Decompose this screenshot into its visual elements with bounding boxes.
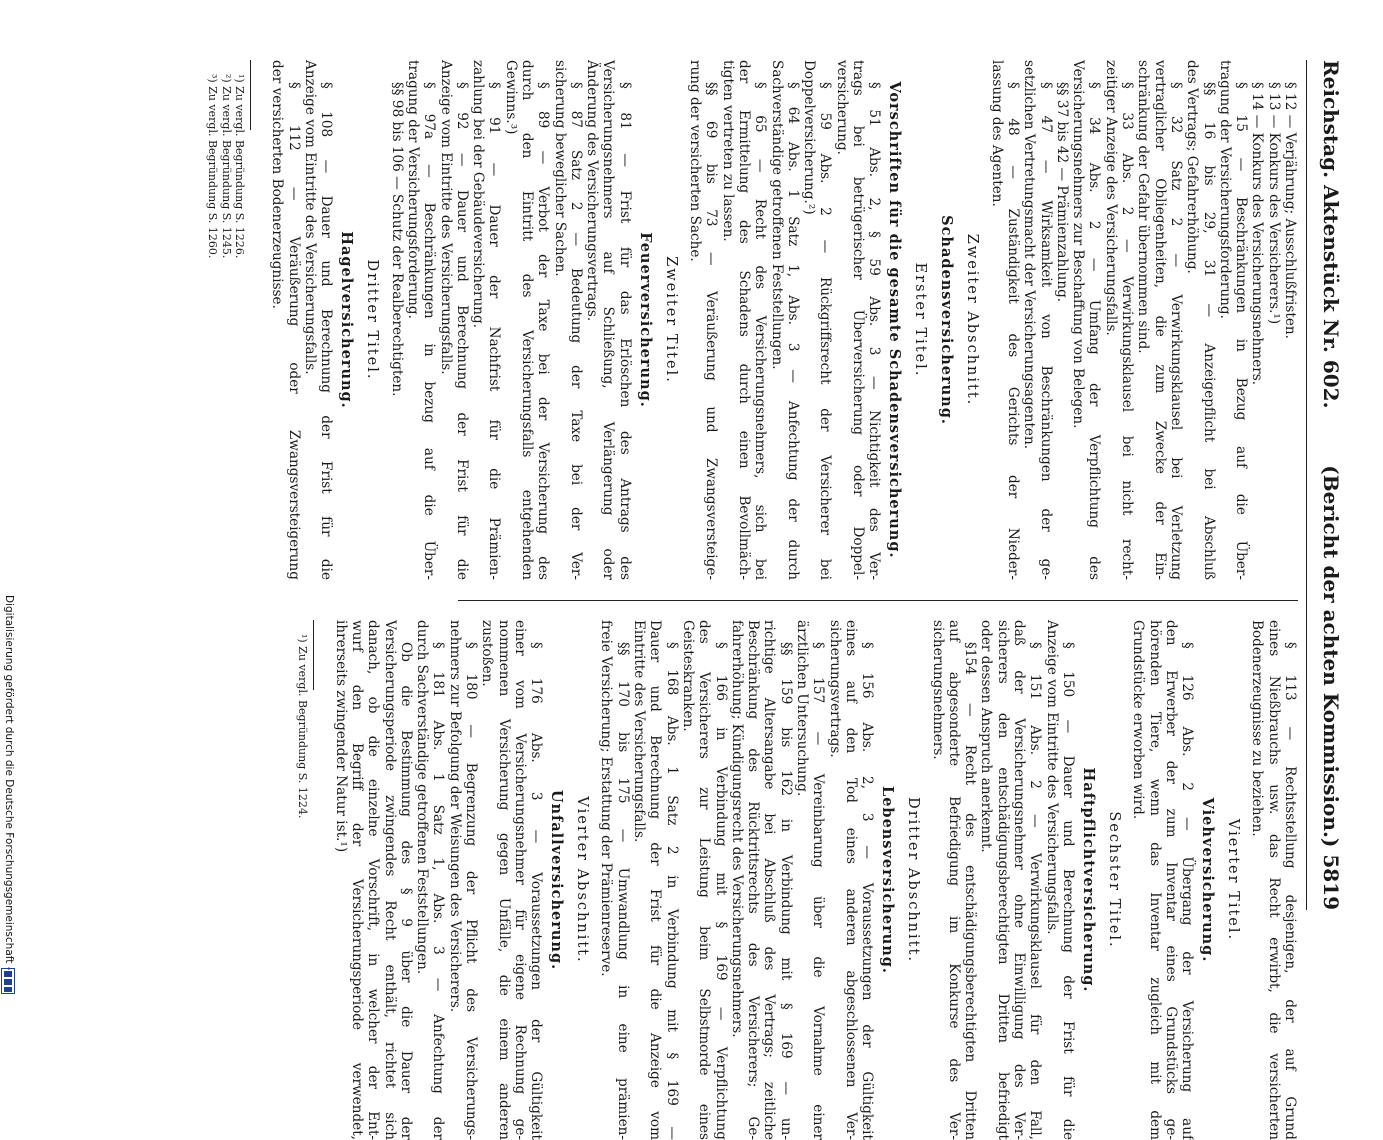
text-line: § 157 — Vereinbarung über die Vornahme einer	[810, 642, 827, 1140]
text-line: § 108 — Dauer und Berechnung der Frist für die	[318, 82, 335, 580]
section-heading: Zweiter Abschnitt.	[964, 233, 981, 407]
paragraph-group	[332, 620, 544, 1140]
text-line: setzlichen Vertretungsmacht der Versicherungsagenten.	[1021, 60, 1038, 450]
text-line: § 15 — Beschränkungen in Bezug auf die Über-	[1233, 82, 1250, 580]
text-line: nehmers zur Befolgung der Weisungen des Versicherers.	[446, 620, 463, 1013]
footnote: ³) Zu vergl. Begründung S. 1260.	[206, 74, 220, 259]
text-line: Bodenerzeugnisse zu beziehen.	[1249, 620, 1266, 837]
title-heading: Zweiter Titel.	[662, 256, 679, 384]
header-rule	[1306, 60, 1307, 910]
text-line: § 51 Abs. 2, § 59 Abs. 3 — Nichtigkeit des Ver-	[866, 82, 883, 580]
footnote: ²) Zu vergl. Begründung S. 1245.	[219, 74, 233, 259]
paragraph-group	[1249, 620, 1298, 1140]
text-line: tigten vertreten zu lassen.	[719, 60, 736, 242]
text-line: Doppelversicherung.²)	[801, 60, 818, 215]
text-line: §154 — Recht des entschädigungsberechtigten Dritten	[962, 642, 979, 1140]
dfg-logo-icon	[1, 968, 15, 994]
left-column	[206, 60, 1298, 580]
title-subheading: Hagelversicherung.	[338, 231, 356, 409]
footnotes	[206, 60, 247, 580]
footnote-rule	[250, 60, 251, 130]
text-line: rung der versicherten Sache.	[687, 60, 704, 262]
text-line: Anzeige vom Eintritte des Versicherungsfalls.	[1043, 620, 1060, 935]
text-line: Grundstücke erworben wird.	[1130, 620, 1147, 820]
title-subheading: Haftpflichtversicherung.	[1079, 767, 1097, 993]
text-line: § 166 in Verbindung mit § 169 — Verpflichtung	[712, 642, 729, 1140]
text-line: Versicherungsperiode zwingendes Recht enthält, richtet sich	[381, 620, 398, 1140]
text-line: Änderung des Versicherungsvertrags.	[584, 60, 601, 322]
text-line: § 181 Abs. 1 Satz 1, Abs. 3 — Anfechtung der	[430, 642, 447, 1140]
text-line: Dauer und Berechnung der Frist für die Anzeige vom	[647, 620, 664, 1140]
text-line: ihrerseits zwingender Natur ist.¹)	[332, 620, 349, 853]
text-line: § 89 — Verbot der Taxe bei der Versicherung des	[535, 82, 552, 580]
text-line: ärztlichen Untersuchung.	[794, 620, 811, 797]
text-line: Beschränkung des Rücktrittsrechts des Versicherers; Ge-	[745, 620, 762, 1140]
text-line: § 47 — Wirksamkeit von Beschränkungen der ge-	[1037, 82, 1054, 580]
footnote: ¹) Zu vergl. Begründung S. 1226.	[233, 74, 247, 259]
text-line: § 176 Abs. 3 — Voraussetzungen der Gültigkeit	[528, 642, 545, 1140]
text-line: freie Versicherung; Erstattung der Prämienreserve.	[598, 620, 615, 977]
text-line: danach, ob die einzelne Vorschrift, in welcher der Ent-	[365, 620, 382, 1140]
text-line: § 48 — Zuständigkeit des Gerichts der Nieder-	[1004, 82, 1021, 580]
text-line: § 59 Abs. 2 — Rückgriffsrecht der Versicherer bei	[817, 82, 834, 580]
text-line: § 32 Satz 2 — Verwirkungsklausel bei Verletzung	[1167, 82, 1184, 580]
footnote-rule	[313, 620, 314, 690]
text-line: sicherungsvertrags.	[826, 620, 843, 758]
text-line: Versicherungsnehmers zur Beschaffung von Belegen.	[1070, 60, 1087, 429]
text-line: zeitiger Anzeige des Versicherungsfalls.	[1102, 60, 1119, 336]
text-line: tragung der Versicherungsforderung.	[404, 60, 421, 319]
text-line: § 126 Abs. 2 — Übergang der Versicherung auf	[1179, 642, 1196, 1140]
text-line: lassung des Agenten.	[988, 60, 1005, 207]
text-line: eines Nießbrauchs usw. das Recht erwirbt, die versicherten	[1265, 620, 1282, 1140]
text-line: fahrerhöhung; Kündigungsrecht des Versicherungsnehmers.	[728, 620, 745, 1038]
paragraph-group	[269, 60, 334, 580]
text-line: §§ 69 bis 73 — Veräußerung und Zwangsversteige-	[703, 82, 720, 580]
credit-text: Digitalisierung gefördert durch die Deutsche Forschungsgemeinschaft -	[3, 595, 15, 971]
text-line: § 92 — Dauer und Berechnung der Frist für die	[453, 82, 470, 580]
text-line: wurf den Begriff der Versicherungsperiode verwendet,	[348, 620, 365, 1140]
text-line: Sachverständige getroffenen Feststellungen.	[768, 60, 785, 370]
text-line: den Erwerber der zum Inventar eines Grundstücks ge-	[1162, 620, 1179, 1140]
column-divider	[458, 600, 1298, 601]
text-line: durch Sachverständige getroffenen Feststellungen.	[414, 620, 431, 975]
text-line: versicherung.	[833, 60, 850, 155]
paragraph-group	[929, 620, 1076, 1140]
text-line: auf abgesonderte Befriedigung im Konkurse des Ver-	[945, 620, 962, 1140]
text-line: richtige Altersangabe bei Abschluß des Vertrags; zeitliche	[761, 620, 778, 1140]
text-line: tragung der Versicherungsforderung.	[1216, 60, 1233, 319]
text-line: § 65 — Recht des Versicherungsnehmers, sich bei	[752, 82, 769, 580]
text-line: schränkung der Gefahr übernommen sind.	[1135, 60, 1152, 354]
text-line: § 168 Abs. 1 Satz 2 in Verbindung mit § 169 —	[663, 642, 680, 1140]
text-line: trags bei betrügerischer Überversicherung oder Doppel-	[850, 60, 867, 580]
text-line: oder dessen Anspruch anerkennt.	[978, 620, 995, 853]
text-line: § 64 Abs. 1 Satz 1, Abs. 3 — Anfechtung der durch	[784, 82, 801, 580]
text-line: § 180 — Begrenzung der Pflicht des Versicherungs-	[463, 642, 480, 1140]
text-line: vertraglicher Obliegenheiten, die zum Zwecke der Ein-	[1151, 60, 1168, 580]
text-line: einer vom Versicherungsnehmer für eigene Rechnung ge-	[511, 620, 528, 1140]
text-line: des Vertrags; Gefahrerhöhung.	[1184, 60, 1201, 274]
text-line: § 81 — Frist für das Erlöschen des Antrags des	[616, 82, 633, 580]
title-heading: Dritter Titel.	[364, 259, 381, 381]
text-line: Ob die Bestimmung des § 9 über die Dauer der	[397, 642, 414, 1140]
text-line: Geisteskranken.	[679, 620, 696, 732]
text-line: durch den Eintritt des Versicherungsfalls entgehenden	[519, 60, 536, 580]
text-line: zahlung bei der Gebäudeversicherung.	[470, 60, 487, 329]
footnotes	[296, 620, 310, 1140]
text-line: §§ 159 bis 162 in Verbindung mit § 169 — un-	[777, 642, 794, 1140]
text-line: § 33 Abs. 2 — Verwirkungsklausel bei nicht recht-	[1119, 82, 1136, 580]
digitization-credit	[0, 595, 18, 1000]
text-line: daß der Versicherungsnehmer ohne Einwilligung des Ver-	[1011, 620, 1028, 1140]
header-left: Reichstag. Aktenstück Nr. 602.	[1319, 60, 1343, 409]
text-line: § 97a — Beschränkungen in bezug auf die Über-	[421, 82, 438, 580]
text-columns	[206, 60, 1298, 1140]
text-line: sicherers den entschädigungsberechtigten Dritten befriedigt	[994, 620, 1011, 1140]
text-line: zustoßen.	[479, 620, 496, 687]
paragraph-group	[687, 60, 883, 580]
section-heading: Vierter Abschnitt.	[574, 796, 591, 964]
text-line: Anzeige vom Eintritte des Versicherungsfalls.	[302, 60, 319, 375]
section-subheading: Unfallversicherung.	[548, 789, 566, 971]
paragraph-group	[1130, 620, 1195, 1140]
title-subheading: Vorschriften für die gesamte Schadensversicherung.	[886, 81, 904, 559]
text-line: § 156 Abs. 2, 3 — Voraussetzungen der Gültigkeit	[859, 642, 876, 1140]
footnote: ¹) Zu vergl. Begründung S. 1224.	[296, 634, 310, 819]
text-line: § 151 Abs. 2 — Verwirkungsklausel für den Fall,	[1027, 642, 1044, 1140]
right-column	[296, 620, 1298, 1140]
text-line: §§ 98 bis 106 — Schutz der Realberechtigten.	[388, 82, 405, 397]
text-line: §§ 16 bis 29, 31 — Anzeigepflicht bei Abschluß	[1200, 82, 1217, 580]
text-line: sicherungsnehmers.	[929, 620, 946, 760]
text-line: § 113 — Rechtsstellung desjenigen, der auf Grund	[1282, 642, 1298, 1140]
text-line: des Versicherers zur Leistung beim Selbstmorde eines	[696, 620, 713, 1140]
section-heading: Dritter Abschnitt.	[905, 797, 922, 963]
text-line: § 112 — Veräußerung oder Zwangsversteigerung	[285, 82, 302, 580]
text-line: § 14 — Konkurs des Versicherungsnehmers.	[1249, 82, 1266, 386]
text-line: § 91 — Dauer der Nachfrist für die Prämien-	[486, 82, 503, 580]
text-line: Anzeige vom Eintritte des Versicherungsfalls.	[437, 60, 454, 375]
text-line: §§ 37 bis 42 — Prämienzahlung.	[1053, 82, 1070, 303]
text-line: der Ermittelung des Schadens durch einen Bevollmäch-	[735, 60, 752, 580]
text-line: § 12 — Verjährung; Ausschlußfristen.	[1282, 82, 1298, 339]
text-line: nommenen Versicherung gegen Unfälle, die einem anderen	[495, 620, 512, 1140]
text-line: § 87 Satz 2 — Bedeutung der Taxe bei der Ver-	[567, 82, 584, 580]
text-line: § 34 Abs. 2 — Umfang der Verpflichtung des	[1086, 82, 1103, 580]
text-line: eines auf den Tod eines anderen abgeschlossenen Ver-	[842, 620, 859, 1140]
scanned-page	[193, 0, 1383, 1140]
section-subheading: Lebensversicherung.	[879, 786, 897, 974]
header-right: (Bericht der achten Kommission.) 5819	[1319, 465, 1343, 910]
title-heading: Vierter Titel.	[1225, 818, 1242, 942]
text-line: Versicherungsnehmers auf Schließung, Verlängerung oder	[600, 60, 617, 580]
text-line: der versicherten Bodenerzeugnisse.	[269, 60, 286, 309]
title-subheading: Viehversicherung.	[1199, 797, 1217, 963]
text-line: § 150 — Dauer und Berechnung der Frist für die	[1059, 642, 1076, 1140]
paragraph-group	[988, 60, 1298, 580]
text-line: Gewinns.³)	[502, 60, 519, 135]
page-header	[1309, 60, 1343, 910]
title-subheading: Feuerversicherung.	[636, 232, 654, 408]
text-line: sicherung beweglicher Sachen.	[551, 60, 568, 277]
title-heading: Sechster Titel.	[1105, 811, 1122, 949]
title-heading: Erster Titel.	[912, 262, 929, 378]
text-line: § 13 — Konkurs des Versicherers.¹)	[1265, 82, 1282, 325]
paragraph-group	[598, 620, 875, 1140]
text-line: Eintritte des Versicherungsfalls.	[631, 620, 648, 843]
section-subheading: Schadensversicherung.	[938, 215, 956, 425]
text-line: hörenden Tiere, wenn das Inventar zugleich mit dem	[1146, 620, 1163, 1140]
text-line: §§ 170 bis 175 — Umwandlung in eine prämien-	[614, 642, 631, 1140]
paragraph-group	[388, 60, 632, 580]
